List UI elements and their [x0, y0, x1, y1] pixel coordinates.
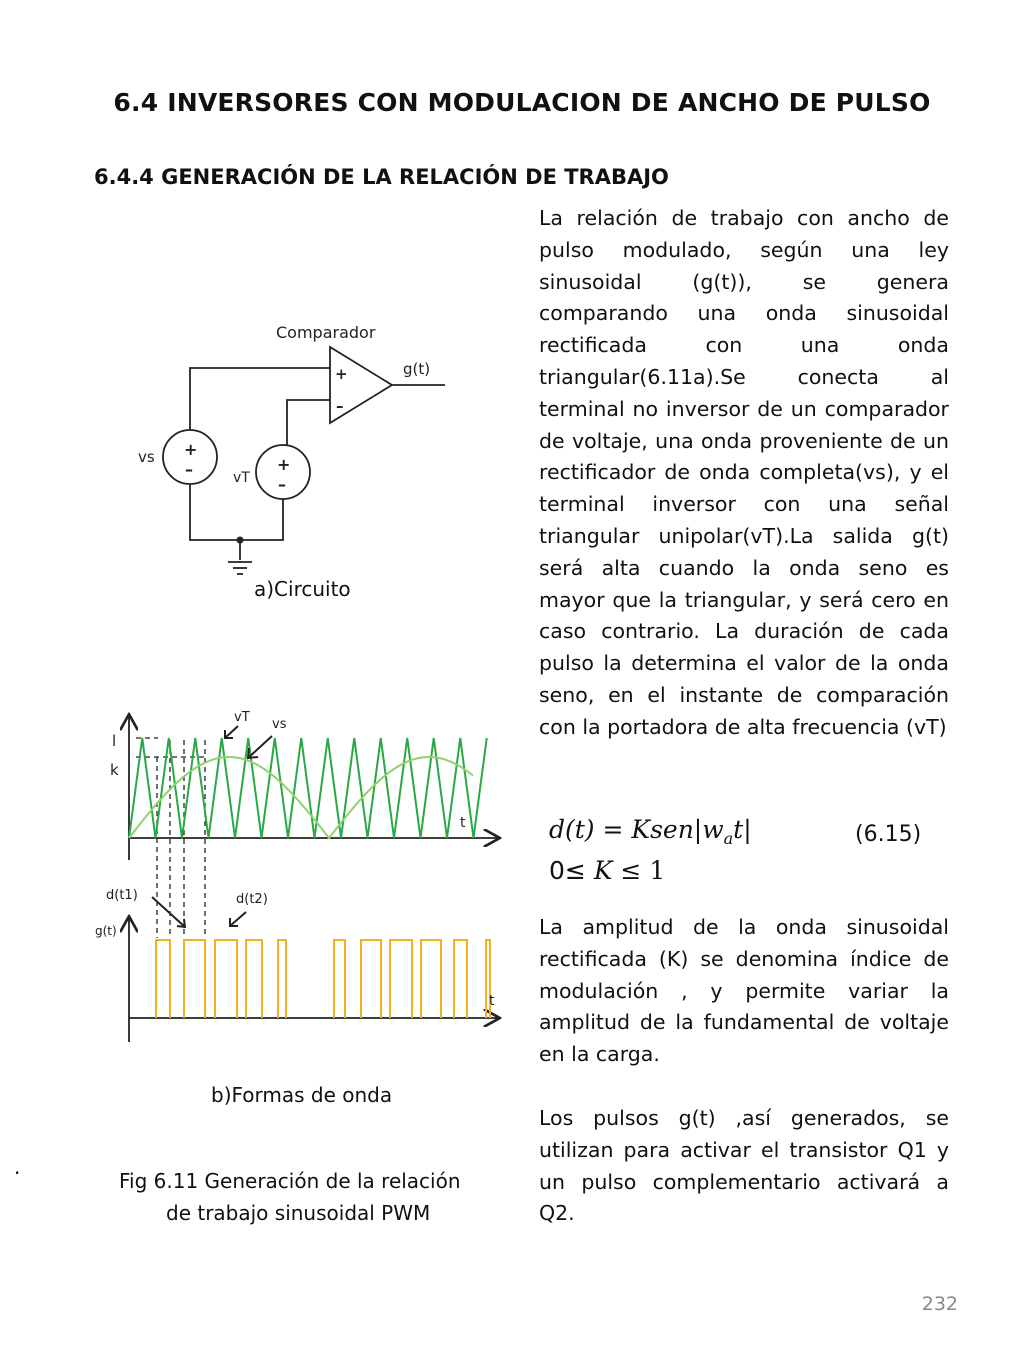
figure-caption-line1: Fig 6.11 Generación de la relación: [119, 1169, 461, 1193]
vs-source-minus: –: [185, 460, 193, 479]
figure-caption-line2: de trabajo sinusoidal PWM: [166, 1201, 431, 1225]
pwm-pulse: [421, 940, 441, 1018]
equation-number: (6.15): [855, 822, 922, 847]
pwm-pulse: [454, 940, 467, 1018]
wave-vt-label: vT: [234, 710, 250, 725]
intro-paragraph: La relación de trabajo con ancho de pulso modulado, según una ley sinusoidal (g(t)), se genera comparando una onda sinusoidal rectificada con una onda triangular(6.11a).Se conecta al terminal no inversor de un comparador de voltaje, una onda proveniente de un rectificador de onda completa(vs), y el terminal inversor con una señal triangular unipolar(vT).La salida g(t) será alta cuando la onda seno es mayor que la triangular, y será cero en caso contrario. La duración de cada pulso la determina el valor de la onda seno, en el instante de comparación con la portadora de alta frecuencia (vT): [539, 206, 949, 739]
pwm-pulse: [246, 940, 262, 1018]
wave-vs-label: vs: [272, 717, 287, 732]
comparator-label: Comparador: [276, 323, 376, 342]
modulation-paragraph: La amplitud de la onda sinusoidal rectificada (K) se denomina índice de modulación , y permite variar la amplitud de la fundamental de voltaje en la carga.: [539, 915, 949, 1067]
pwm-pulse: [184, 940, 205, 1018]
pwm-pulse: [334, 940, 345, 1018]
vs-source-plus: +: [184, 440, 198, 459]
d-t1-label: d(t1): [106, 888, 138, 903]
vs-label: vs: [138, 448, 155, 466]
vt-label: vT: [233, 470, 250, 486]
pwm-pulse: [390, 940, 412, 1018]
pwm-pulse: [156, 940, 170, 1018]
circuit-caption: a)Circuito: [254, 577, 351, 601]
pwm-pulse: [215, 940, 237, 1018]
pwm-pulse: [278, 940, 286, 1018]
triangle-carrier: [129, 738, 487, 838]
waveforms-diagram: [88, 700, 518, 1050]
inverting-minus: –: [336, 397, 344, 415]
time-label-top: t: [460, 815, 466, 831]
comparator-circuit: [100, 310, 480, 610]
page-title: 6.4 INVERSORES CON MODULACION DE ANCHO DE PULSO: [113, 88, 931, 117]
time-label-bottom: t: [489, 993, 495, 1009]
page-number: 232: [921, 1293, 958, 1315]
g-of-t-label: g(t): [95, 924, 117, 938]
stray-dot: .: [14, 1155, 21, 1179]
section-subtitle: 6.4.4 GENERACIÓN DE LA RELACIÓN DE TRABAJO: [94, 165, 669, 189]
vt-source-plus: +: [277, 455, 291, 474]
waveforms-caption: b)Formas de onda: [211, 1083, 393, 1107]
k-level-label: k: [110, 761, 119, 779]
equation-main: $d(t) = Ksen|w_at|$: [549, 815, 752, 848]
d-t2-label: d(t2): [236, 892, 268, 907]
noninverting-plus: +: [335, 365, 348, 383]
pwm-pulse: [361, 940, 381, 1018]
wave-marks: [129, 738, 490, 1018]
equation-range: 0≤ K ≤ 1: [549, 856, 666, 885]
output-label: g(t): [403, 360, 431, 378]
vt-source-minus: –: [278, 475, 286, 494]
pulses-paragraph: Los pulsos g(t) ,así generados, se utilizan para activar el transistor Q1 y un pulso complementario activará a Q2.: [539, 1106, 949, 1226]
l-level-label: l: [112, 732, 117, 750]
